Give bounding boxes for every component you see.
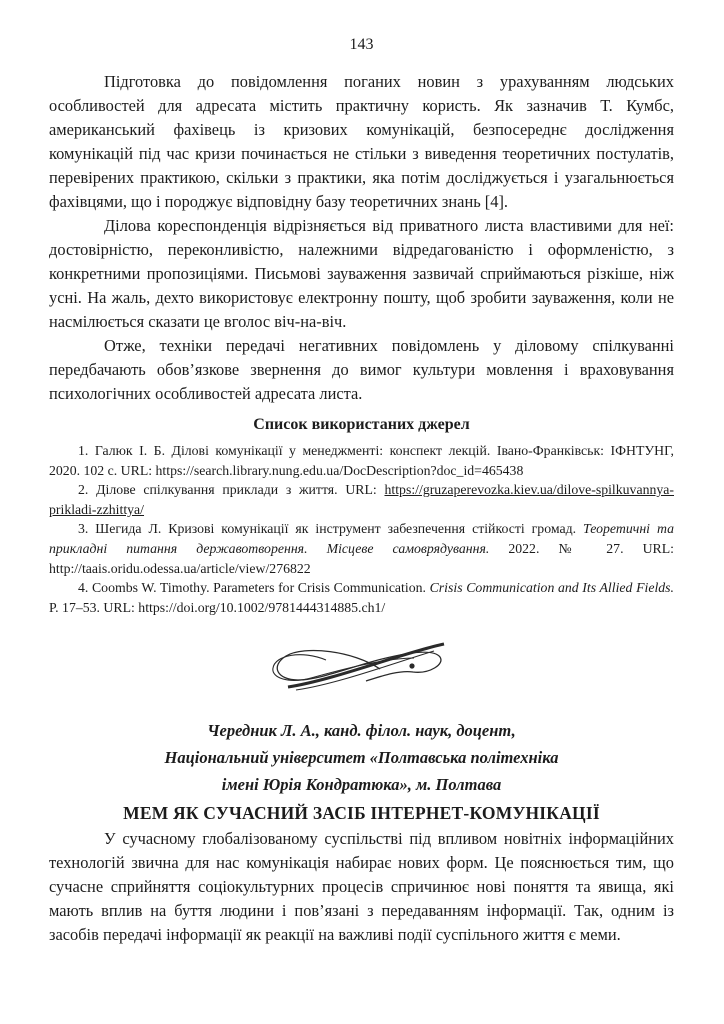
reference-url-link[interactable]: https://gruzaperevozka.kiev.ua/dilove-spilkuvannya-prikladi-zzhittya/ xyxy=(49,482,674,517)
reference-item-1 xyxy=(49,441,674,480)
reference-journal-title: Теоретичні та прикладні питання державотворення. Місцеве самоврядування. xyxy=(49,521,674,556)
page-number: 143 xyxy=(349,36,374,53)
paragraph-memes-intro: У сучасному глобалізованому суспільстві під впливом новітніх інформаційних технологій звична для нас комунікація набирає нових форм. Це пояснюється тим, що сучасне сприйняття соціокультурних процесів спричинює нові поняття та явища, які мають вплив на буття людини і пов’язані з передаванням інформації. Так, одним із засобів передачі інформації як реакції на важливі події суспільного життя є меми. xyxy=(49,829,674,945)
reference-item-3 xyxy=(49,519,674,578)
reference-book-title: Crisis Communication and Its Allied Fields. xyxy=(429,580,674,596)
reference-text: 2. Ділове спілкування приклади з життя. URL: xyxy=(78,482,385,498)
references-list xyxy=(49,441,674,617)
reference-text: 4. Coombs W. Timothy. Parameters for Crisis Communication. xyxy=(78,580,430,596)
reference-item-2 xyxy=(49,480,674,519)
paragraph-conclusion: Отже, техніки передачі негативних повідомлень у діловому спілкуванні передбачають обов’язкове звернення до вимог культури мовлення і враховування психологічних особливостей адресата листа. xyxy=(49,336,674,403)
reference-text: 1. Галюк І. Б. Ділові комунікації у менеджменті: конспект лекцій. Івано-Франківськ: ІФНТУНГ, 2020. 102 с. URL: https://search.library.nung.edu.ua/DocDescription?doc_id=465438 xyxy=(49,443,674,478)
section-divider xyxy=(49,637,674,695)
reference-text: 3. Шегида Л. Кризові комунікації як інструмент забезпечення стійкості громад. xyxy=(78,521,584,537)
paragraph-bad-news: Підготовка до повідомлення поганих новин з урахуванням людських особливостей для адресата містить практичну користь. Як зазначив Т. Кумбс, американський фахівець із кризових комунікацій, безпосереднє дослідження комунікацій під час кризи починається не стільки з виведення теоретичних постулатів, перевірених практикою, скільки з практики, яка потім досліджується і узагальнюється фахівцями, що і породжує відповідну базу теоретичних знань [4]. xyxy=(49,72,674,211)
author-affiliation-line-2: імені Юрія Кондратюка», м. Полтава xyxy=(221,775,502,795)
reference-text: 2022. № 27. URL: http://taais.oridu.odessa.ua/article/view/276822 xyxy=(49,540,674,576)
reference-text: P. 17–53. URL: https://doi.org/10.1002/9781444314885.ch1/ xyxy=(49,599,386,615)
reference-item-4 xyxy=(49,578,674,617)
author-block xyxy=(49,717,674,798)
flourish-divider-icon xyxy=(262,637,462,695)
author-affiliation-line-1: Національний університет «Полтавська політехніка xyxy=(164,748,559,768)
article-title: МЕМ ЯК СУЧАСНИЙ ЗАСІБ ІНТЕРНЕТ-КОМУНІКАЦІЇ xyxy=(123,803,600,824)
author-name-line: Чередник Л. А., канд. філол. наук, доцент, xyxy=(207,721,516,741)
paragraph-correspondence: Ділова кореспонденція відрізняється від приватного листа властивими для неї: достовірністю, переконливістю, належними відредагованістю і оформленістю, з конкретними пропозиціями. Письмові зауваження зазвичай сприймаються різкіше, ніж усні. На жаль, дехто використовує електронну пошту, щоб зробити зауваження, коли не насмілюється сказати це вголос віч-на-віч. xyxy=(49,216,674,331)
references-heading: Список використаних джерел xyxy=(253,416,470,433)
